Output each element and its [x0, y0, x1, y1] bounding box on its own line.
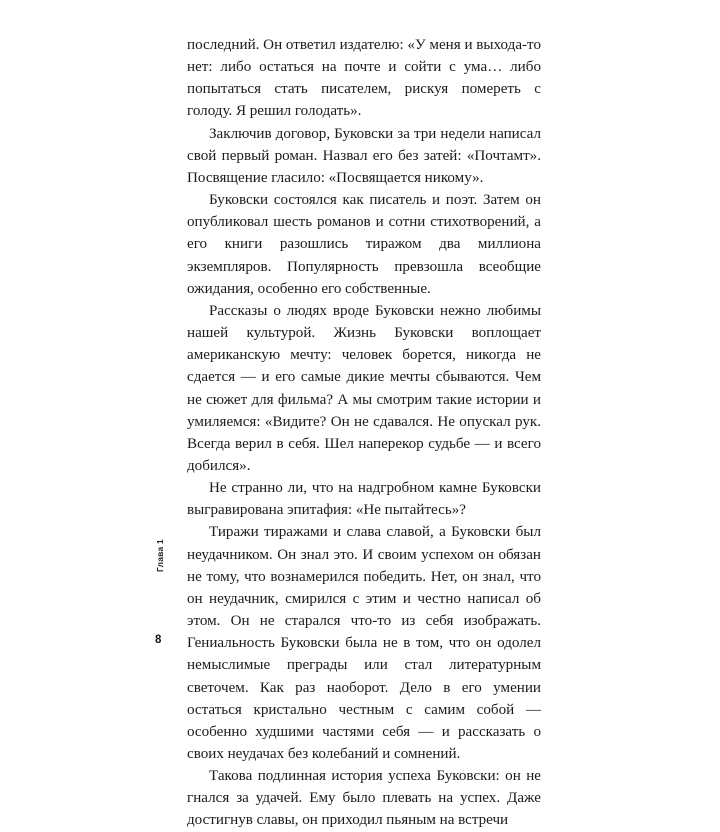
paragraph: Тиражи тиражами и слава славой, а Буковски был неудачником. Он знал это. И своим успехом он обязан не тому, что вознамерился победить. Нет, он знал, что он неудачник, смирился с этим и честно написал об этом. Он не старался что-то из себя изображать. Гениальность Буковски была не в том, что он одолел немыслимые преграды или стал литературным светочем. Как раз наоборот. Дело в его умении остаться кристально честным с самим собой — особенно худшими частями себя — и рассказать о своих неудачах без колебаний и сомнений. [187, 524, 541, 762]
running-head-chapter: Глава 1 [155, 539, 165, 572]
paragraph: Буковски состоялся как писатель и поэт. Затем он опубликовал шесть романов и сотни стихотворений, а его книги разошлись тиражом два миллиона экземпляров. Популярность превзошла всеобщие ожидания, особенно его собственные. [187, 192, 541, 297]
left-margin [0, 0, 187, 720]
page-number: 8 [155, 634, 162, 646]
paragraph: последний. Он ответил издателю: «У меня и выхода-то нет: либо остаться на почте и сойти с ума… либо попытаться стать писателем, рискуя помереть с голоду. Я решил голодать». [187, 37, 541, 120]
body-text-block [187, 34, 541, 829]
paragraph: Не странно ли, что на надгробном камне Буковски выгравирована эпитафия: «Не пытайтесь»? [187, 480, 541, 519]
paragraph: Такова подлинная история успеха Буковски: он не гнался за удачей. Ему было плевать на успех. Даже достигнув славы, он приходил пьяным на встречи [187, 768, 541, 829]
paragraph: Заключив договор, Буковски за три недели написал свой первый роман. Назвал его без затей: «Почтамт». Посвящение гласило: «Посвящается никому». [187, 125, 541, 186]
paragraph: Рассказы о людях вроде Буковски нежно любимы нашей культурой. Жизнь Буковски воплощает американскую мечту: человек борется, никогда не сдается — и его самые дикие мечты сбываются. Чем не сюжет для фильма? А мы смотрим такие истории и умиляемся: «Видите? Он не сдавался. Не опускал рук. Всегда верил в себя. Шел наперекор судьбе — и всего добился». [187, 302, 541, 474]
